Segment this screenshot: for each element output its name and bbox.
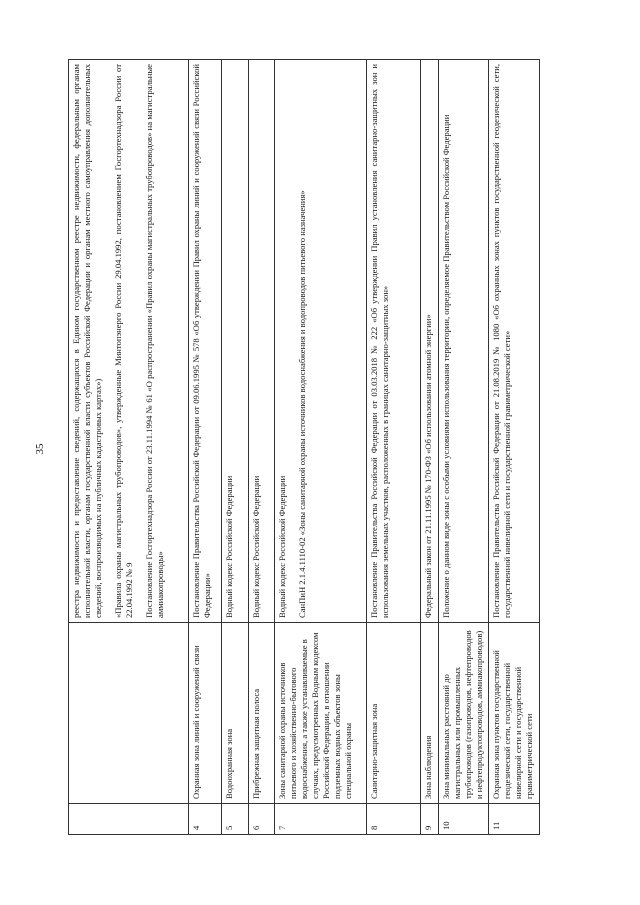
legal-document: Положение о данном виде зоны с особыми условиями использования территории, определяемое Правительством Российской Федерации [440,114,451,618]
table-row [367,60,421,835]
legal-document: «Правила охраны магистральных трубопроводов», утвержденные Минтопэнерго России 29.04.1992, постановлением Госгортехнадзора России от 22.04.1992 № 9 [113,64,134,618]
table-row [69,60,189,835]
table-row [421,60,439,835]
table-row [188,60,221,835]
zone-name: Водоохранная зона [221,623,248,804]
legal-document: Водный кодекс Российской Федерации [250,475,261,618]
table-row [248,60,274,835]
row-number: 8 [367,804,421,835]
legal-document: Постановление Правительства Российской Федерации от 21.08.2019 № 1080 «Об охранных зонах пунктов государственной геодезической сети, государственной нивелирной сети и государственной гравиметрической сети» [491,64,513,618]
legal-documents [188,60,221,623]
table-row [274,60,367,835]
legal-document: Водный кодекс Российской Федерации [276,475,287,618]
zone-name: Зона минимальных расстояний до магистральных или промышленных трубопроводов (газопроводов, нефтепроводов и нефтепродуктопроводов, аммиакопроводов) [438,623,489,804]
zone-name: Охранная зона пунктов государственной геодезической сети, государственной нивелирной сети и государственной гравиметрической сети [489,623,540,804]
table-row [221,60,248,835]
zone-name: Охранная зона линий и сооружений связи [188,623,221,804]
rotated-page-content [68,59,540,835]
legal-document: Постановление Правительства Российской Федерации от 09.06.1995 № 578 «Об утверждении Правил охраны линий и сооружений связи Российской Федерации» [190,64,212,618]
table-row [489,60,540,835]
legal-documents [248,60,274,623]
legal-document: реестра недвижимости и предоставление сведений, содержащихся в Едином государственном реестре недвижимости, федеральным органам исполнительной власти, органам государственной власти субъектов Российской Федерации и органам местного самоуправления дополнительных сведений, воспроизводимых на публичных кадастровых картах») [71,64,103,618]
zones-table [68,59,540,835]
legal-document: Постановление Госгортехнадзора России от 23.11.1994 № 61 «О распространении «Правил охраны магистральных трубопроводов» на магистральные аммиакопроводы» [144,64,165,618]
legal-document: Водный кодекс Российской Федерации [223,475,234,618]
row-number: 6 [248,804,274,835]
row-number: 7 [274,804,367,835]
legal-document: Постановление Правительства Российской Федерации от 03.03.2018 № 222 «Об утверждении Правил установления санитарно-защитных зон и использования земельных участков, расположенных в границах санитарно-защитных зон» [369,64,391,618]
table-row [438,60,489,835]
legal-documents [274,60,367,623]
zone-name: Санитарно-защитная зона [367,623,421,804]
zone-name: Зона наблюдения [421,623,439,804]
row-number: 5 [221,804,248,835]
legal-document: Федеральный закон от 21.11.1995 № 170-ФЗ «Об использовании атомной энергии» [423,314,434,618]
legal-documents [489,60,540,623]
row-number: 9 [421,804,439,835]
zones-table-body [69,60,540,835]
row-number [69,804,189,835]
legal-documents [367,60,421,623]
row-number: 10 [438,804,489,835]
zone-name: Прибрежная защитная полоса [248,623,274,804]
row-number: 11 [489,804,540,835]
row-number: 4 [188,804,221,835]
legal-documents [69,60,189,623]
page-number: 35 [34,443,46,455]
zone-name [69,623,189,804]
legal-documents [421,60,439,623]
legal-documents [438,60,489,623]
legal-documents [221,60,248,623]
legal-document: СанПиН 2.1.4.1110-02 «Зоны санитарной охраны источников водоснабжения и водопроводов питьевого назначения» [296,190,307,618]
zone-name: Зоны санитарной охраны источников питьевого и хозяйственно-бытового водоснабжения, а также устанавливаемые в случаях, предусмотренных Водным кодексом Российской Федерации, в отношении подземных водных объектов зоны специальной охраны [274,623,367,804]
